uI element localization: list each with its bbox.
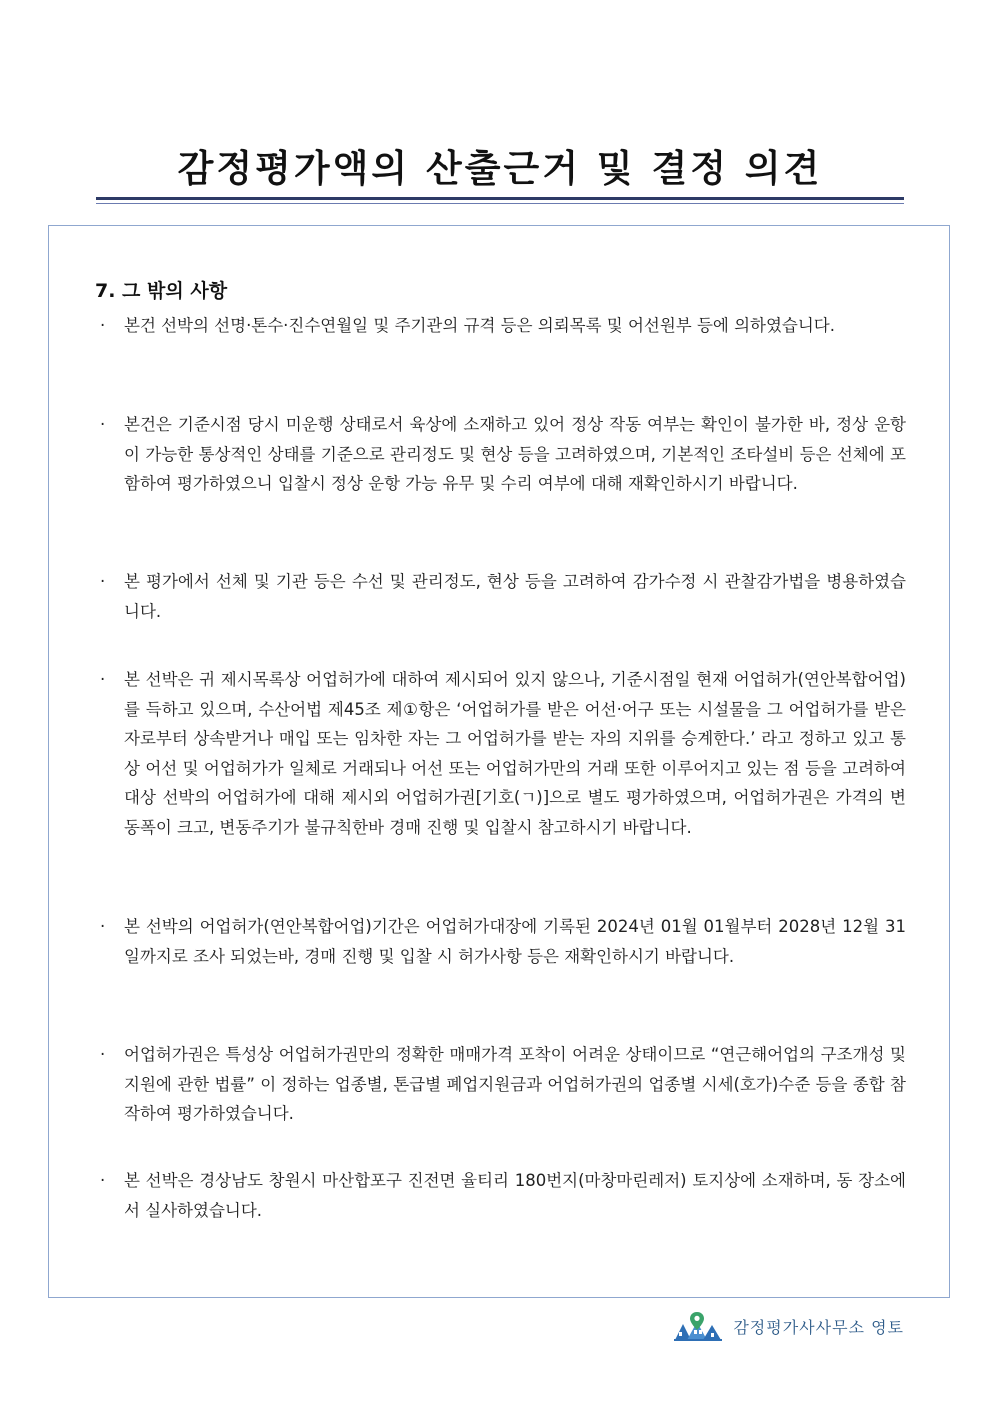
title-underline-thick (96, 197, 904, 200)
location-pin-buildings-icon (673, 1310, 723, 1342)
bullet: · (100, 1171, 106, 1190)
note-text: 본 평가에서 선체 및 기관 등은 수선 및 관리정도, 현상 등을 고려하여 감가수정 시 관찰감가법을 병용하였습니다. (124, 572, 906, 621)
note-item-7 (100, 1166, 906, 1225)
bullet: · (100, 1045, 106, 1064)
note-item-6 (100, 1040, 906, 1129)
title-underline-thin (96, 203, 904, 204)
note-item-2 (100, 410, 906, 499)
bullet: · (100, 917, 106, 936)
bullet: · (100, 316, 106, 335)
note-text: 본건 선박의 선명·톤수·진수연월일 및 주기관의 규격 등은 의뢰목록 및 어선원부 등에 의하였습니다. (124, 316, 835, 335)
page-title: 감정평가액의 산출근거 및 결정 의견 (177, 147, 823, 190)
note-text: 본건은 기준시점 당시 미운행 상태로서 육상에 소재하고 있어 정상 작동 여부는 확인이 불가한 바, 정상 운항이 가능한 통상적인 상태를 기준으로 관리정도 및 현상 등을 고려하였으며, 기본적인 조타설비 등은 선체에 포함하여 평가하였으니 입찰시 정상 운항 가능 유무 및 수리 여부에 대해 재확인하시기 바랍니다. (124, 415, 906, 493)
note-text: 본 선박은 귀 제시목록상 어업허가에 대하여 제시되어 있지 않으나, 기준시점일 현재 어업허가(연안복합어업)를 득하고 있으며, 수산어법 제45조 제①항은 ‘어업허가를 받은 어선·어구 또는 시설물을 그 어업허가를 받은 자로부터 상속받거나 매입 또는 임차한 자는 그 어업허가를 받는 자의 지위를 승계한다.’ 라고 정하고 있고 통상 어선 및 어업허가가 일체로 거래되나 어선 또는 어업허가만의 거래 또한 이루어지고 있는 점 등을 고려하여 대상 선박의 어업허가에 대해 제시외 어업허가권[기호(ㄱ)]으로 별도 평가하였으며, 어업허가권은 가격의 변동폭이 크고, 변동주기가 불규칙한바 경매 진행 및 입찰시 참고하시기 바랍니다. (124, 670, 906, 837)
note-text: 본 선박은 경상남도 창원시 마산합포구 진전면 율티리 180번지(마창마린레저) 토지상에 소재하며, 동 장소에서 실사하였습니다. (124, 1171, 906, 1220)
note-item-5 (100, 912, 906, 971)
note-item-4 (100, 665, 906, 842)
bullet: · (100, 670, 106, 689)
note-item-3 (100, 567, 906, 626)
note-text: 어업허가권은 특성상 어업허가권만의 정확한 매매가격 포착이 어려운 상태이므로 “연근해어업의 구조개성 및 지원에 관한 법률” 이 정하는 업종별, 톤급별 폐업지원금과 어업허가권의 업종별 시세(호가)수준 등을 종합 참작하여 평가하였습니다. (124, 1045, 906, 1123)
bullet: · (100, 415, 106, 434)
office-name: 감정평가사사무소 영토 (733, 1317, 904, 1337)
footer (673, 1310, 904, 1342)
note-text: 본 선박의 어업허가(연안복합어업)기간은 어업허가대장에 기록된 2024년 01월 01월부터 2028년 12월 31일까지로 조사 되었는바, 경매 진행 및 입찰 시 허가사항 등은 재확인하시기 바랍니다. (124, 917, 906, 966)
bullet: · (100, 572, 106, 591)
note-item-1 (100, 311, 906, 341)
section-heading: 7. 그 밖의 사항 (95, 280, 228, 302)
